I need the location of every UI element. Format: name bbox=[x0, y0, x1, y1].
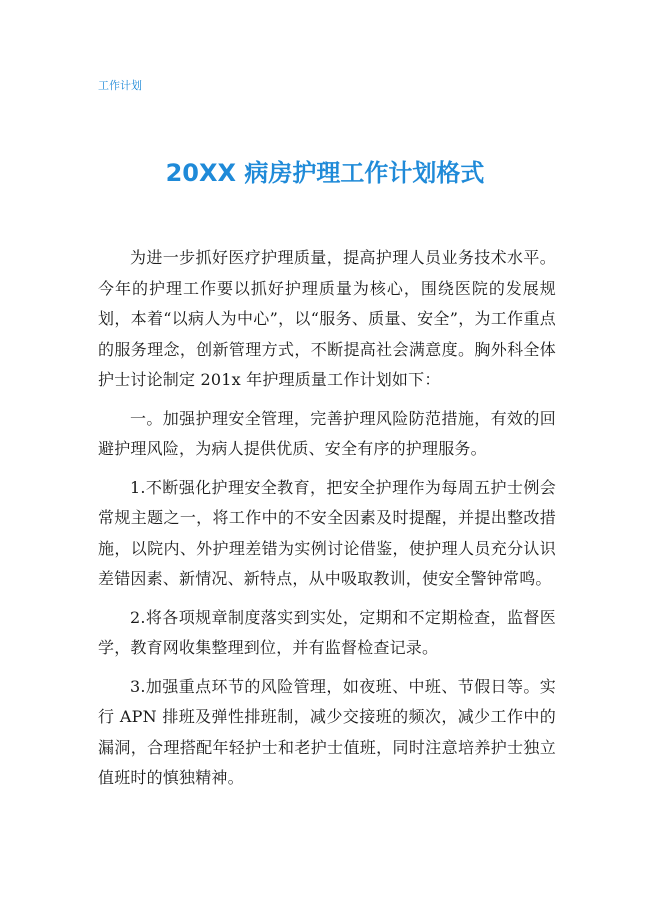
paragraph-item-3: 3.加强重点环节的风险管理，如夜班、中班、节假日等。实行 APN 排班及弹性排班制，减少交接班的频次，减少工作中的漏洞，合理搭配年轻护士和老护士值班，同时注意培养护士独立值班时的慎独精神。 bbox=[98, 676, 556, 787]
paragraph-item-2: 2.将各项规章制度落实到实处，定期和不定期检查，监督医学，教育网收集整理到位，并有监督检查记录。 bbox=[98, 607, 556, 657]
paragraph-intro: 为进一步抓好医疗护理质量，提高护理人员业务技术水平。今年的护理工作要以抓好护理质量为核心，围绕医院的发展规划，本着“以病人为中心”，以“服务、质量、安全”，为工作重点的服务理念，创新管理方式，不断提高社会满意度。胸外科全体护士讨论制定 201x 年护理质量工作计划如下： bbox=[98, 248, 556, 389]
paragraph-item-1: 1.不断强化护理安全教育，把安全护理作为每周五护士例会常规主题之一，将工作中的不安全因素及时提醒，并提出整改措施，以院内、外护理差错为实例讨论借鉴，使护理人员充分认识差错因素、新情况、新特点，从中吸取教训，使安全警钟常鸣。 bbox=[98, 477, 556, 588]
document-body bbox=[98, 243, 556, 802]
header-category-label: 工作计划 bbox=[98, 79, 142, 92]
document-title: 20XX 病房护理工作计划格式 bbox=[165, 159, 485, 187]
paragraph-section-one: 一。加强护理安全管理，完善护理风险防范措施，有效的回避护理风险，为病人提供优质、安全有序的护理服务。 bbox=[98, 408, 556, 458]
